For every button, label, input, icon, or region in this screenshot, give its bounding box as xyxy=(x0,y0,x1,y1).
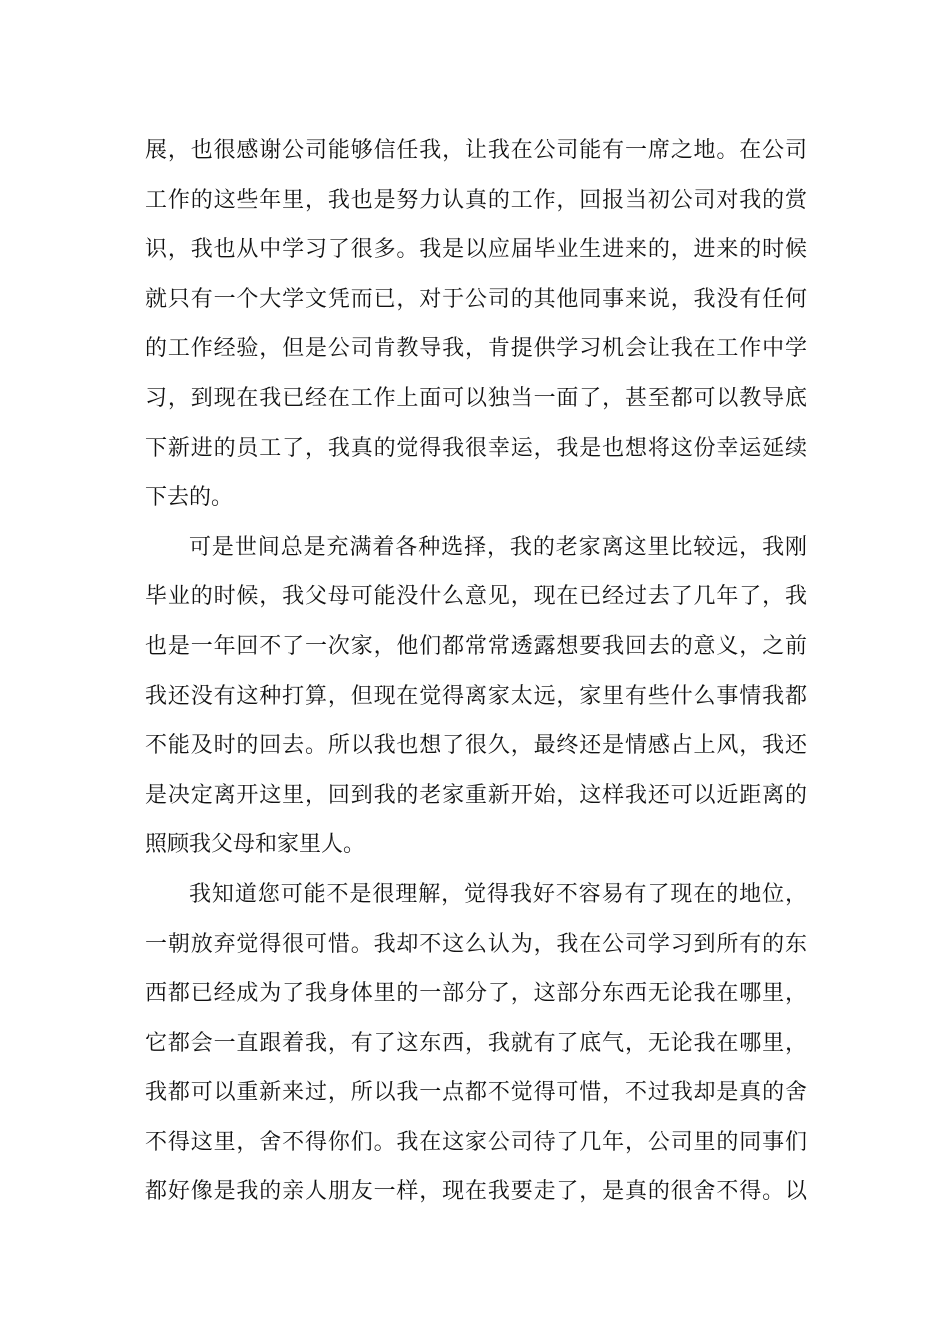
text-line: 照顾我父母和家里人。 xyxy=(145,832,366,858)
paragraph-first-line: 可是世间总是充满着各种选择，我的老家离这里比较远，我刚 xyxy=(189,534,807,560)
paragraph-first-line: 我知道您可能不是很理解，觉得我好不容易有了现在的地位， xyxy=(189,881,807,907)
text-line: 我都可以重新来过，所以我一点都不觉得可惜，不过我却是真的舍 xyxy=(145,1080,807,1106)
text-line: 也是一年回不了一次家，他们都常常透露想要我回去的意义，之前 xyxy=(145,633,807,659)
text-line: 一朝放弃觉得很可惜。我却不这么认为，我在公司学习到所有的东 xyxy=(145,931,807,957)
text-line: 我还没有这种打算，但现在觉得离家太远，家里有些什么事情我都 xyxy=(145,683,807,709)
text-line: 是决定离开这里，回到我的老家重新开始，这样我还可以近距离的 xyxy=(145,782,807,808)
document-body xyxy=(145,126,807,1217)
text-line: 西都已经成为了我身体里的一部分了，这部分东西无论我在哪里， xyxy=(145,981,807,1007)
text-line: 不能及时的回去。所以我也想了很久，最终还是情感占上风，我还 xyxy=(145,733,807,759)
text-line: 工作的这些年里，我也是努力认真的工作，回报当初公司对我的赏 xyxy=(145,187,807,213)
text-line: 下去的。 xyxy=(145,485,234,511)
text-line: 的工作经验，但是公司肯教导我，肯提供学习机会让我在工作中学 xyxy=(145,336,807,362)
text-line: 它都会一直跟着我，有了这东西，我就有了底气，无论我在哪里， xyxy=(145,1030,807,1056)
text-line: 毕业的时候，我父母可能没什么意见，现在已经过去了几年了，我 xyxy=(145,584,807,610)
text-line: 识，我也从中学习了很多。我是以应届毕业生进来的，进来的时候 xyxy=(145,237,807,263)
text-line: 都好像是我的亲人朋友一样，现在我要走了，是真的很舍不得。以 xyxy=(145,1179,807,1205)
text-line: 不得这里，舍不得你们。我在这家公司待了几年，公司里的同事们 xyxy=(145,1129,807,1155)
text-line: 习，到现在我已经在工作上面可以独当一面了，甚至都可以教导底 xyxy=(145,385,807,411)
text-line: 下新进的员工了，我真的觉得我很幸运，我是也想将这份幸运延续 xyxy=(145,435,807,461)
text-line: 展，也很感谢公司能够信任我，让我在公司能有一席之地。在公司 xyxy=(145,138,807,163)
text-line: 就只有一个大学文凭而已，对于公司的其他同事来说，我没有任何 xyxy=(145,286,807,312)
